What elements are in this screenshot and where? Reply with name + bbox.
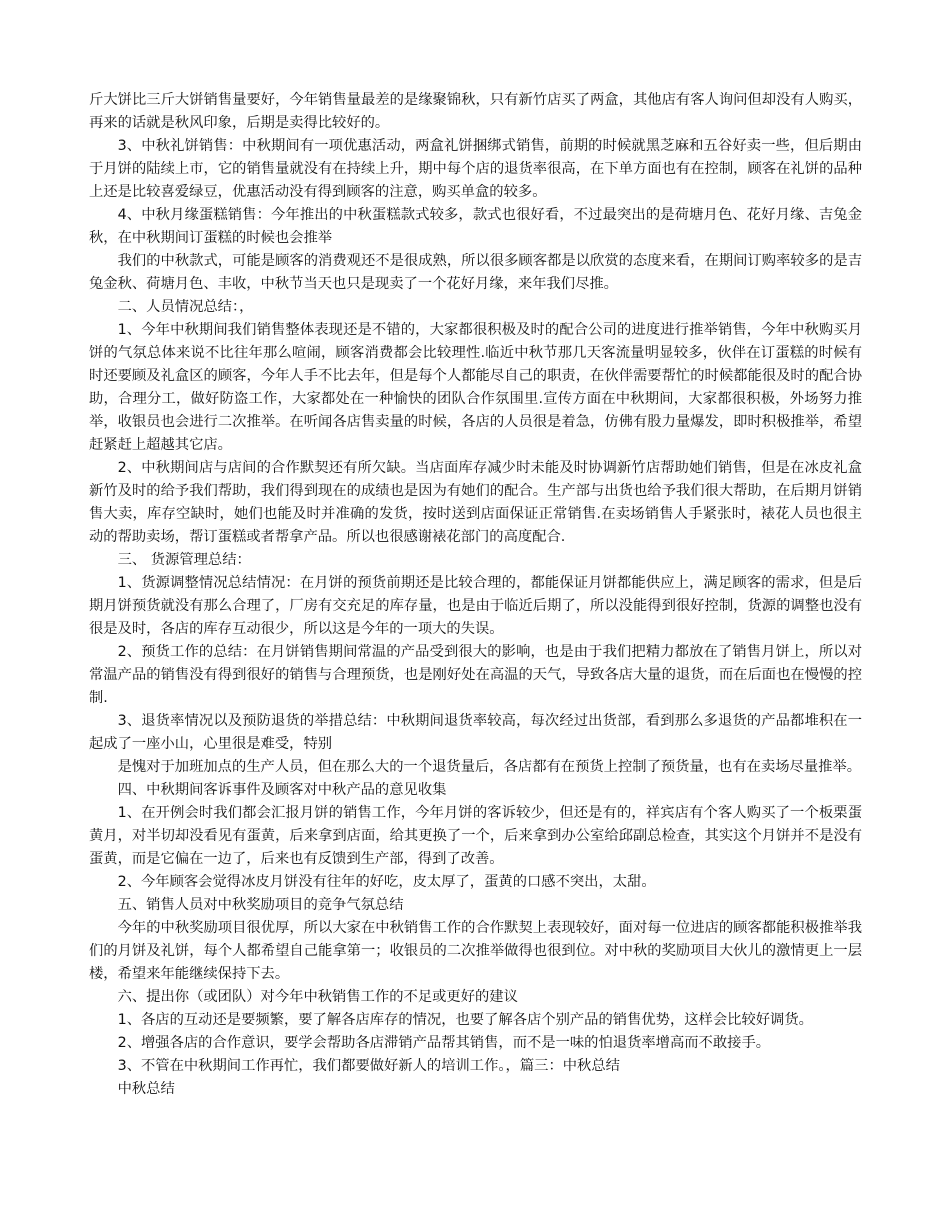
paragraph: 2、中秋期间店与店间的合作默契还有所欠缺。当店面库存减少时未能及时协调新竹店帮助她们销售，但是在冰皮礼盒新竹及时的给予我们帮助，我们得到现在的成绩也是因为有她们的配合。生产部与出货也给予我们很大帮助，在后期月饼销售大卖，库存空缺时，她们也能及时并准确的发货，按时送到店面保证正常销售.在卖场销售人手紧张时，裱花人员也很主动的帮助卖场，帮订蛋糕或者帮拿产品。所以也很感谢裱花部门的高度配合. [89,460,862,545]
section-heading: 中秋总结 [117,1081,175,1097]
paragraph: 1、今年中秋期间我们销售整体表现还是不错的，大家都很积极及时的配合公司的进度进行推举销售，今年中秋购买月饼的气氛总体来说不比往年那么喧闹，顾客消费都会比较理性.临近中秋节那几天客流量明显较多，伙伴在订蛋糕的时候有时还要顾及礼盒区的顾客，今年人手不比去年，但是每个人都能尽自己的职责，在伙伴需要帮忙的时候都能很及时的配合协助，合理分工，做好防盗工作，大家都处在一种愉快的团队合作氛围里.宣传方面在中秋期间，大家都很积极，外场努力推举，收银员也会进行二次推举。在听闻各店售卖量的时候，各店的人员很是着急，仿佛有股力量爆发，即时积极推举，希望赶紧赶上超越其它店。 [89,322,862,453]
paragraph: 3、退货率情况以及预防退货的举措总结：中秋期间退货率较高，每次经过出货部，看到那么多退货的产品都堆积在一起成了一座小山，心里很是难受，特别 [89,713,862,752]
paragraph: 1、货源调整情况总结情况：在月饼的预货前期还是比较合理的，都能保证月饼都能供应上，满足顾客的需求，但是后期月饼预货就没有那么合理了，厂房有交充足的库存量，也是由于临近后期了，所以没能得到很好控制，货源的调整也没有很是及时，各店的库存互动很少，所以这是今年的一项大的失误。 [89,575,862,637]
paragraph: 今年的中秋奖励项目很优厚，所以大家在中秋销售工作的合作默契上表现较好，面对每一位进店的顾客都能积极推举我们的月饼及礼饼，每个人都希望自己能拿第一；收银员的二次推举做得也很到位。对中秋的奖励项目大伙儿的激情更上一层楼，希望来年能继续保持下去。 [89,920,862,982]
section-heading: 四、中秋期间客诉事件及顾客对中秋产品的意见收集 [117,782,447,798]
paragraph: 我们的中秋款式，可能是顾客的消费观还不是很成熟，所以很多顾客都是以欣赏的态度来看，在期间订购率较多的是吉兔金秋、荷塘月色、丰收，中秋节当天也只是现卖了一个花好月缘，来年我们尽推。 [89,253,862,292]
paragraph: 斤大饼比三斤大饼销售量要好，今年销售量最差的是缘聚锦秋，只有新竹店买了两盒，其他店有客人询问但却没有人购买，再来的话就是秋风印象，后期是卖得比较好的。 [89,92,862,131]
paragraph: 3、不管在中秋期间工作再忙，我们都要做好新人的培训工作。，篇三：中秋总结 [117,1058,620,1074]
paragraph: 1、在开例会时我们都会汇报月饼的销售工作，今年月饼的客诉较少，但还是有的，祥宾店有个客人购买了一个板栗蛋黄月，对半切却没看见有蛋黄，后来拿到店面，给其更换了一个，后来拿到办公室给邱副总检查，其实这个月饼并不是没有蛋黄，而是它偏在一边了，后来也有反馈到生产部，得到了改善。 [89,805,862,867]
paragraph: 2、增强各店的合作意识，要学会帮助各店滞销产品帮其销售，而不是一味的怕退货率增高而不敢接手。 [117,1035,771,1051]
paragraph: 2、预货工作的总结：在月饼销售期间常温的产品受到很大的影响，也是由于我们把精力都放在了销售月饼上，所以对常温产品的销售没有得到很好的销售与合理预货，也是刚好处在高温的天气，导致各店大量的退货，而在后面也在慢慢的控制. [89,644,862,706]
document-body [89,89,862,1101]
paragraph: 1、各店的互动还是要频繁，要了解各店库存的情况，也要了解各店个别产品的销售优势，这样会比较好调货。 [117,1012,813,1028]
section-heading: 六、提出你（或团队）对今年中秋销售工作的不足或更好的建议 [117,989,518,1005]
paragraph: 3、中秋礼饼销售：中秋期间有一项优惠活动，两盒礼饼捆绑式销售，前期的时候就黑芝麻和五谷好卖一些，但后期由于月饼的陆续上市，它的销售量就没有在持续上升，期中每个店的退货率很高，在下单方面也有在控制，顾客在礼饼的品种上还是比较喜爱绿豆，优惠活动没有得到顾客的注意，购买单盒的较多。 [89,138,862,200]
paragraph: 4、中秋月缘蛋糕销售：今年推出的中秋蛋糕款式较多，款式也很好看，不过最突出的是荷塘月色、花好月缘、吉兔金秋，在中秋期间订蛋糕的时候也会推举 [89,207,862,246]
section-heading: 五、销售人员对中秋奖励项目的竞争气氛总结 [117,897,404,913]
paragraph: 是愧对于加班加点的生产人员，但在那么大的一个退货量后，各店都有在预货上控制了预货量，也有在卖场尽量推举。 [117,759,862,775]
section-heading: 三、 货源管理总结： [117,552,251,568]
paragraph: 2、今年顾客会觉得冰皮月饼没有往年的好吃，皮太厚了，蛋黄的口感不突出，太甜。 [117,874,656,890]
section-heading: 二、人员情况总结：， [117,299,254,315]
